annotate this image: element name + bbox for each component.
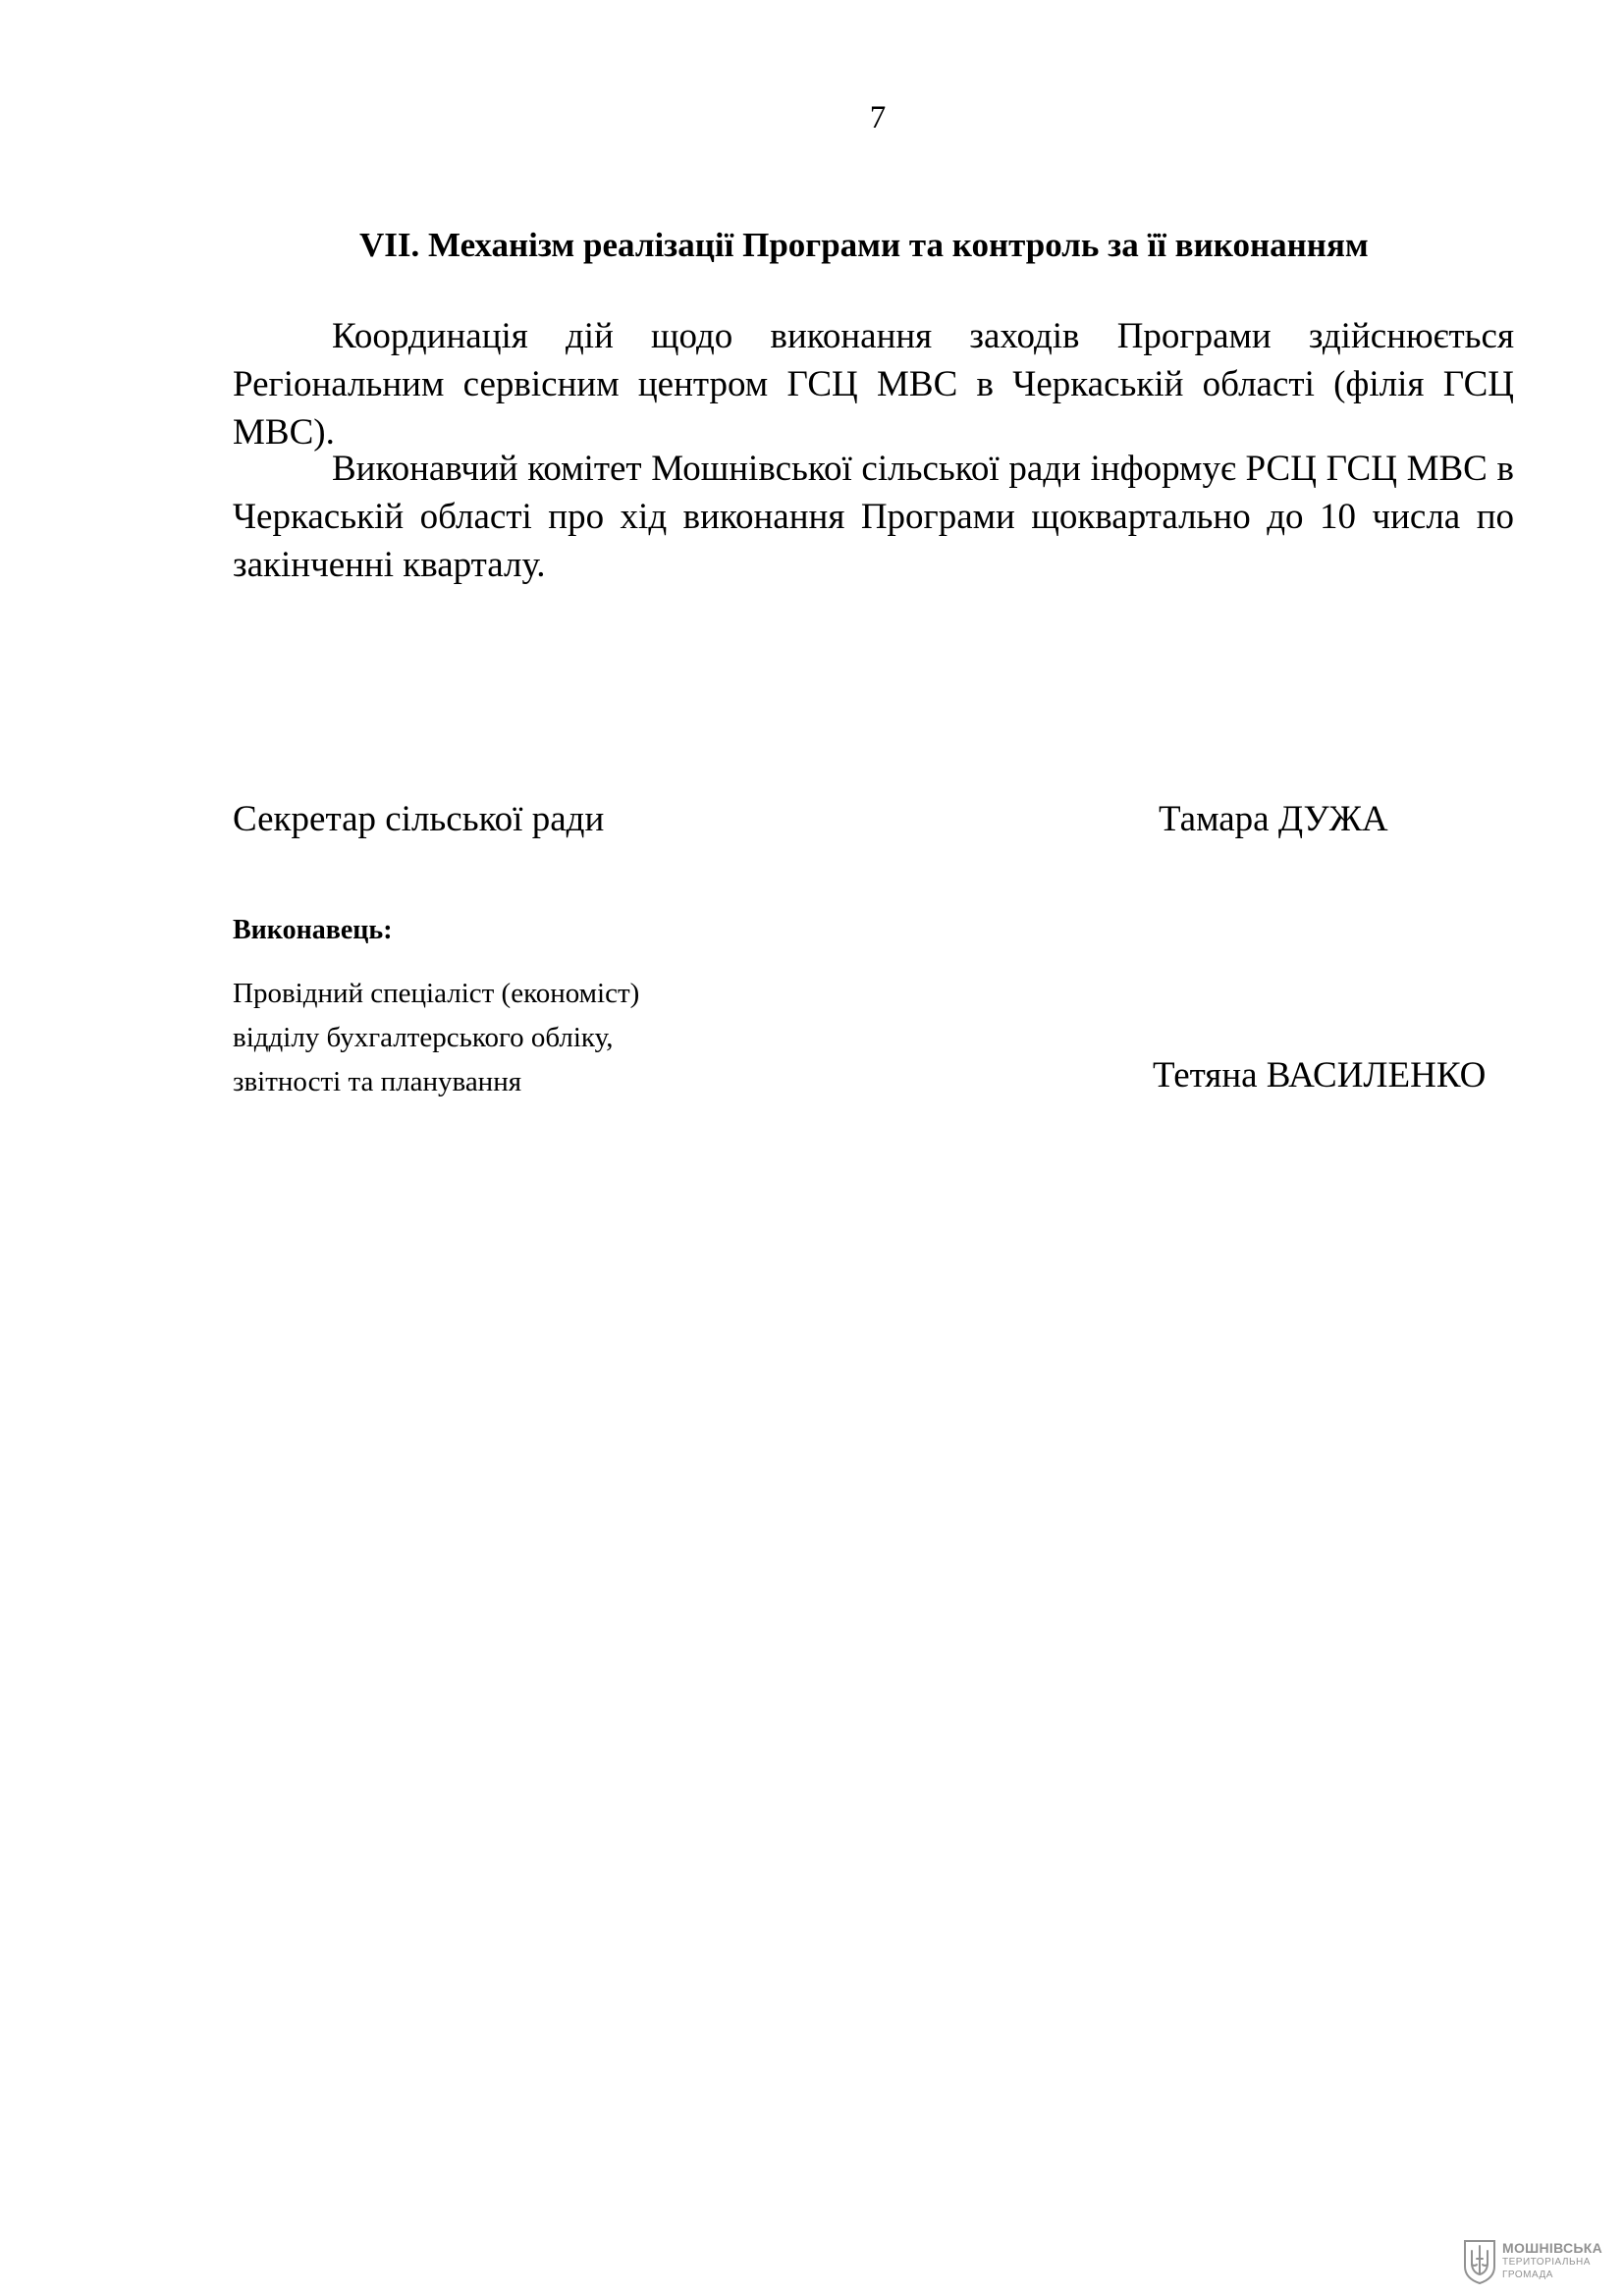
executor-position-line: відділу бухгалтерського обліку, xyxy=(233,1022,614,1053)
executor-position-line: звітності та планування xyxy=(233,1066,522,1097)
executor-position xyxy=(233,972,639,1104)
signature-title: Секретар сільської ради xyxy=(233,799,605,839)
executor-position-line: Провідний спеціаліст (економіст) xyxy=(233,978,640,1009)
executor-name: Тетяна ВАСИЛЕНКО xyxy=(1153,1055,1487,1095)
page-number: 7 xyxy=(869,100,887,135)
watermark-subtitle: ГРОМАДА xyxy=(1502,2269,1553,2280)
signature-name: Тамара ДУЖА xyxy=(1159,799,1388,839)
paragraph-reporting: Виконавчий комітет Мошнівської сільської ради інформує РСЦ ГСЦ МВС в Черкаській області про хід виконання Програми щоквартально до 10 числа по закінченні кварталу. xyxy=(233,449,1514,585)
section-heading: VII. Механізм реалізації Програми та контроль за її виконанням xyxy=(359,226,1369,264)
executor-label: Виконавець: xyxy=(233,915,393,945)
watermark-subtitle: ТЕРИТОРІАЛЬНА xyxy=(1502,2257,1591,2268)
paragraph-coordination: Координація дій щодо виконання заходів Програми здійснюється Регіональним сервісним центром ГСЦ МВС в Черкаській області (філія ГСЦ МВС). xyxy=(233,316,1514,453)
community-watermark xyxy=(1463,2235,1610,2286)
watermark-title: МОШНІВСЬКА xyxy=(1502,2240,1603,2256)
trident-icon xyxy=(1463,2237,1496,2284)
